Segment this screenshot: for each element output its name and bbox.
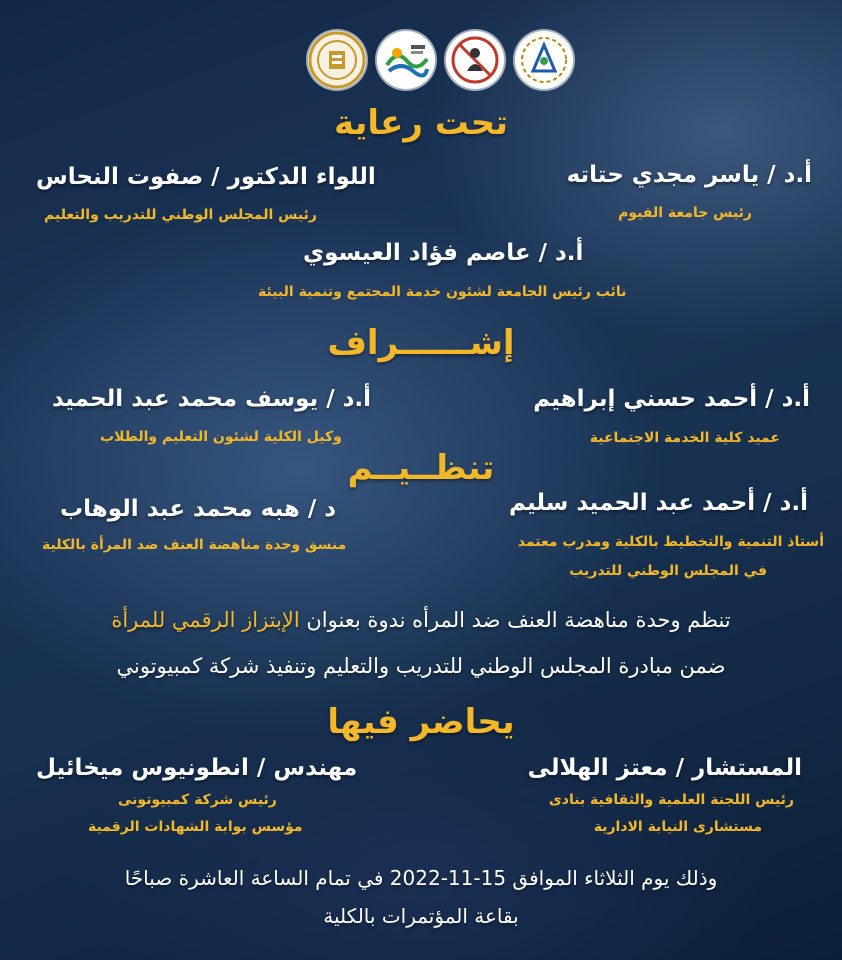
organizer-role-2: منسق وحدة مناهضة العنف ضد المرأة بالكلية [42, 537, 347, 553]
supervisor-role-2: وكيل الكلية لشئون التعليم والطلاب [100, 429, 342, 445]
speaker-role-1-line2: مستشارى النيابة الادارية [593, 819, 762, 835]
patron-role-1: رئيس جامعة الفيوم [618, 205, 752, 221]
patron-name-2: اللواء الدكتور / صفوت النحاس [36, 164, 376, 190]
organizer-name-2: د / هبه محمد عبد الوهاب [60, 496, 337, 522]
patron-role-2: رئيس المجلس الوطني للتدريب والتعليم [44, 207, 317, 223]
university-seal-icon [308, 31, 366, 89]
announcement-text: تنظم وحدة مناهضة العنف ضد المرأه ندوة بعنوان [306, 608, 731, 632]
speaker-name-2: مهندس / انطونيوس ميخائيل [36, 755, 358, 781]
organizer-role-1-line1: أستاذ التنمية والتخطيط بالكلية ومدرب معتمد [517, 534, 824, 550]
speakers-title: يحاضر فيها [327, 702, 515, 742]
speaker-role-1-line1: رئيس اللجنة العلمية والثقافية بنادى [548, 792, 794, 808]
patronage-title: تحت رعاية [333, 103, 509, 143]
supervisor-name-1: أ.د / أحمد حسني إبراهيم [533, 386, 810, 412]
speaker-role-2-line2: مؤسس بوابة الشهادات الرقمية [88, 819, 303, 835]
patron-role-3: نائب رئيس الجامعة لشئون خدمة المجتمع وتنمية البيئة [258, 284, 627, 300]
event-date-line: وذلك يوم الثلاثاء الموافق 15-11-2022 في تمام الساعة العاشرة صباحًا [124, 866, 718, 890]
council-logo-icon [377, 31, 435, 89]
patron-name-3: أ.د / عاصم فؤاد العيسوي [303, 240, 584, 266]
organizer-name-1: أ.د / أحمد عبد الحميد سليم [508, 490, 808, 516]
supervision-title: إشــــــراف [327, 323, 515, 363]
supervisor-role-1: عميد كلية الخدمة الاجتماعية [589, 430, 780, 446]
anti-violence-unit-logo-icon [446, 31, 504, 89]
speaker-name-1: المستشار / معتز الهلالى [527, 755, 802, 781]
organization-title: تنظــيــم [347, 448, 495, 488]
seminar-title: الإبتزاز الرقمي للمرأة [111, 608, 300, 632]
supervisor-name-2: أ.د / يوسف محمد عبد الحميد [52, 386, 372, 412]
announcement-line-1 [0, 608, 842, 632]
speaker-role-2-line1: رئيس شركة كمبيوتونى [118, 792, 277, 808]
announcement-line-2: ضمن مبادرة المجلس الوطني للتدريب والتعليم وتنفيذ شركة كمبيوتوني [116, 654, 726, 678]
patron-name-1: أ.د / ياسر مجدي حتاته [566, 162, 812, 188]
faculty-logo-icon [515, 31, 573, 89]
event-venue-line: بقاعة المؤتمرات بالكلية [323, 904, 519, 928]
organizer-role-1-line2: في المجلس الوطني للتدريب [569, 563, 767, 579]
